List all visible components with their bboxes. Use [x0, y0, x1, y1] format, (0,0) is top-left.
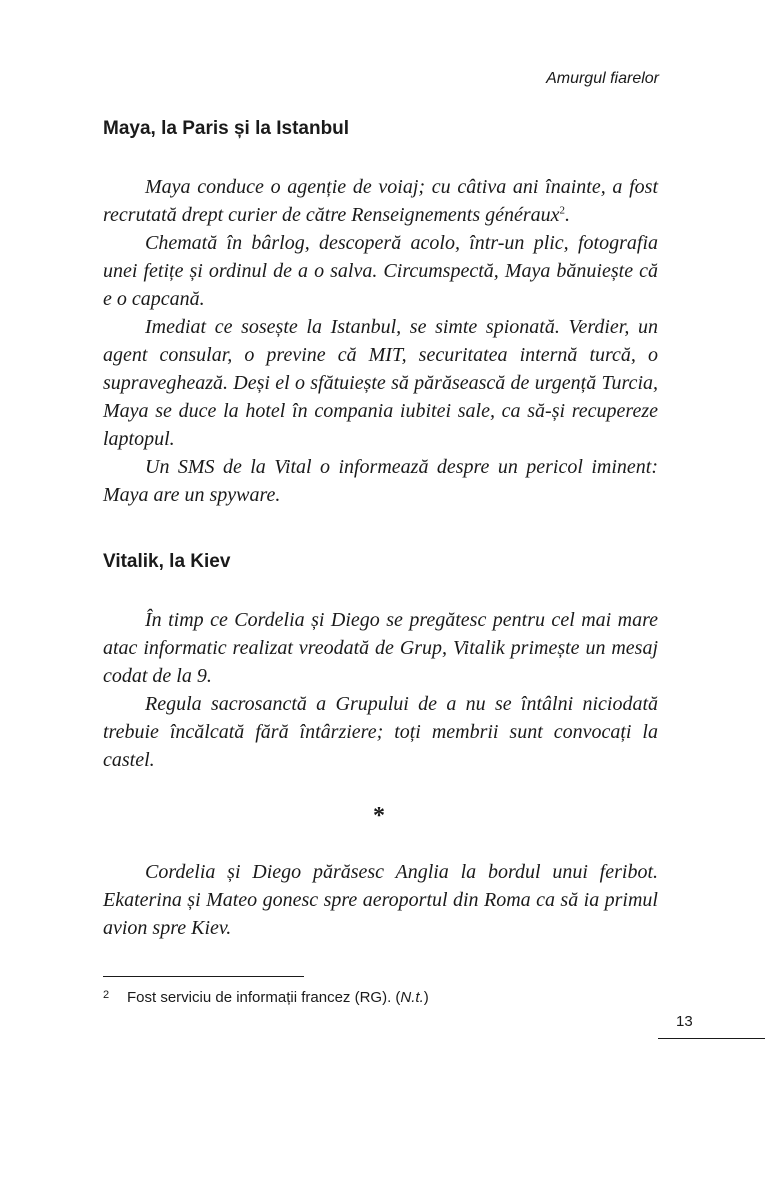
footnote-reference: 2 — [559, 204, 566, 217]
running-header: Amurgul fiarelor — [546, 70, 659, 87]
paragraph: Imediat ce sosește la Istanbul, se simte spionată. Verdier, un agent consular, o previne că MIT, securitatea internă turcă, o supraveghează. Deși el o sfătuiește să părăsească de urgență Turcia, Maya se duce la hotel în compania iubitei sale, ca să-și recupereze laptopul. — [103, 316, 658, 450]
paragraph: Cordelia și Diego părăsesc Anglia la bordul unui feribot. Ekaterina și Mateo gonesc spre aeroportul din Roma ca să ia primul avion spre Kiev. — [103, 861, 658, 939]
footnote-abbreviation: N.t. — [400, 989, 424, 1006]
paragraph: Chemată în bârlog, descoperă acolo, într-un plic, fotografia unei fetițe și ordinul de a o salva. Circumspectă, Maya bănuiește că e o capcană. — [103, 232, 658, 310]
page-number: 13 — [676, 1013, 693, 1030]
section-heading-maya: Maya, la Paris și la Istanbul — [103, 118, 350, 139]
footnote-marker: 2 — [103, 989, 110, 1001]
footnote-divider — [103, 976, 304, 977]
section-heading-vitalik: Vitalik, la Kiev — [103, 551, 231, 572]
paragraph: Maya conduce o agenție de voiaj; cu câtiva ani înainte, a fost recrutată drept curier de către Renseignements généraux$^2$. — [103, 176, 658, 226]
paragraph: Un SMS de la Vital o informează despre un pericol iminent: Maya are un spyware. — [103, 456, 658, 506]
paragraph: În timp ce Cordelia și Diego se pregătesc pentru cel mai mare atac informatic realizat vreodată de Grup, Vitalik primește un mesaj codat de la 9. — [103, 609, 658, 687]
page-number-rule — [658, 1038, 765, 1039]
footnote-text: Fost serviciu de informații francez (RG). ( — [127, 989, 401, 1006]
paragraph: Regula sacrosanctă a Grupului de a nu se întâlni niciodată trebuie încălcată fără întârziere; toți membrii sunt convocați la castel. — [103, 693, 658, 771]
section-separator: * — [373, 803, 385, 829]
footnote-close: ) — [423, 989, 429, 1006]
paragraph-text: Maya conduce o agenție de voiaj; cu câtiva ani înainte, a fost recrutată drept curier de către Renseignements généraux — [103, 176, 658, 226]
footnote — [103, 989, 429, 1006]
